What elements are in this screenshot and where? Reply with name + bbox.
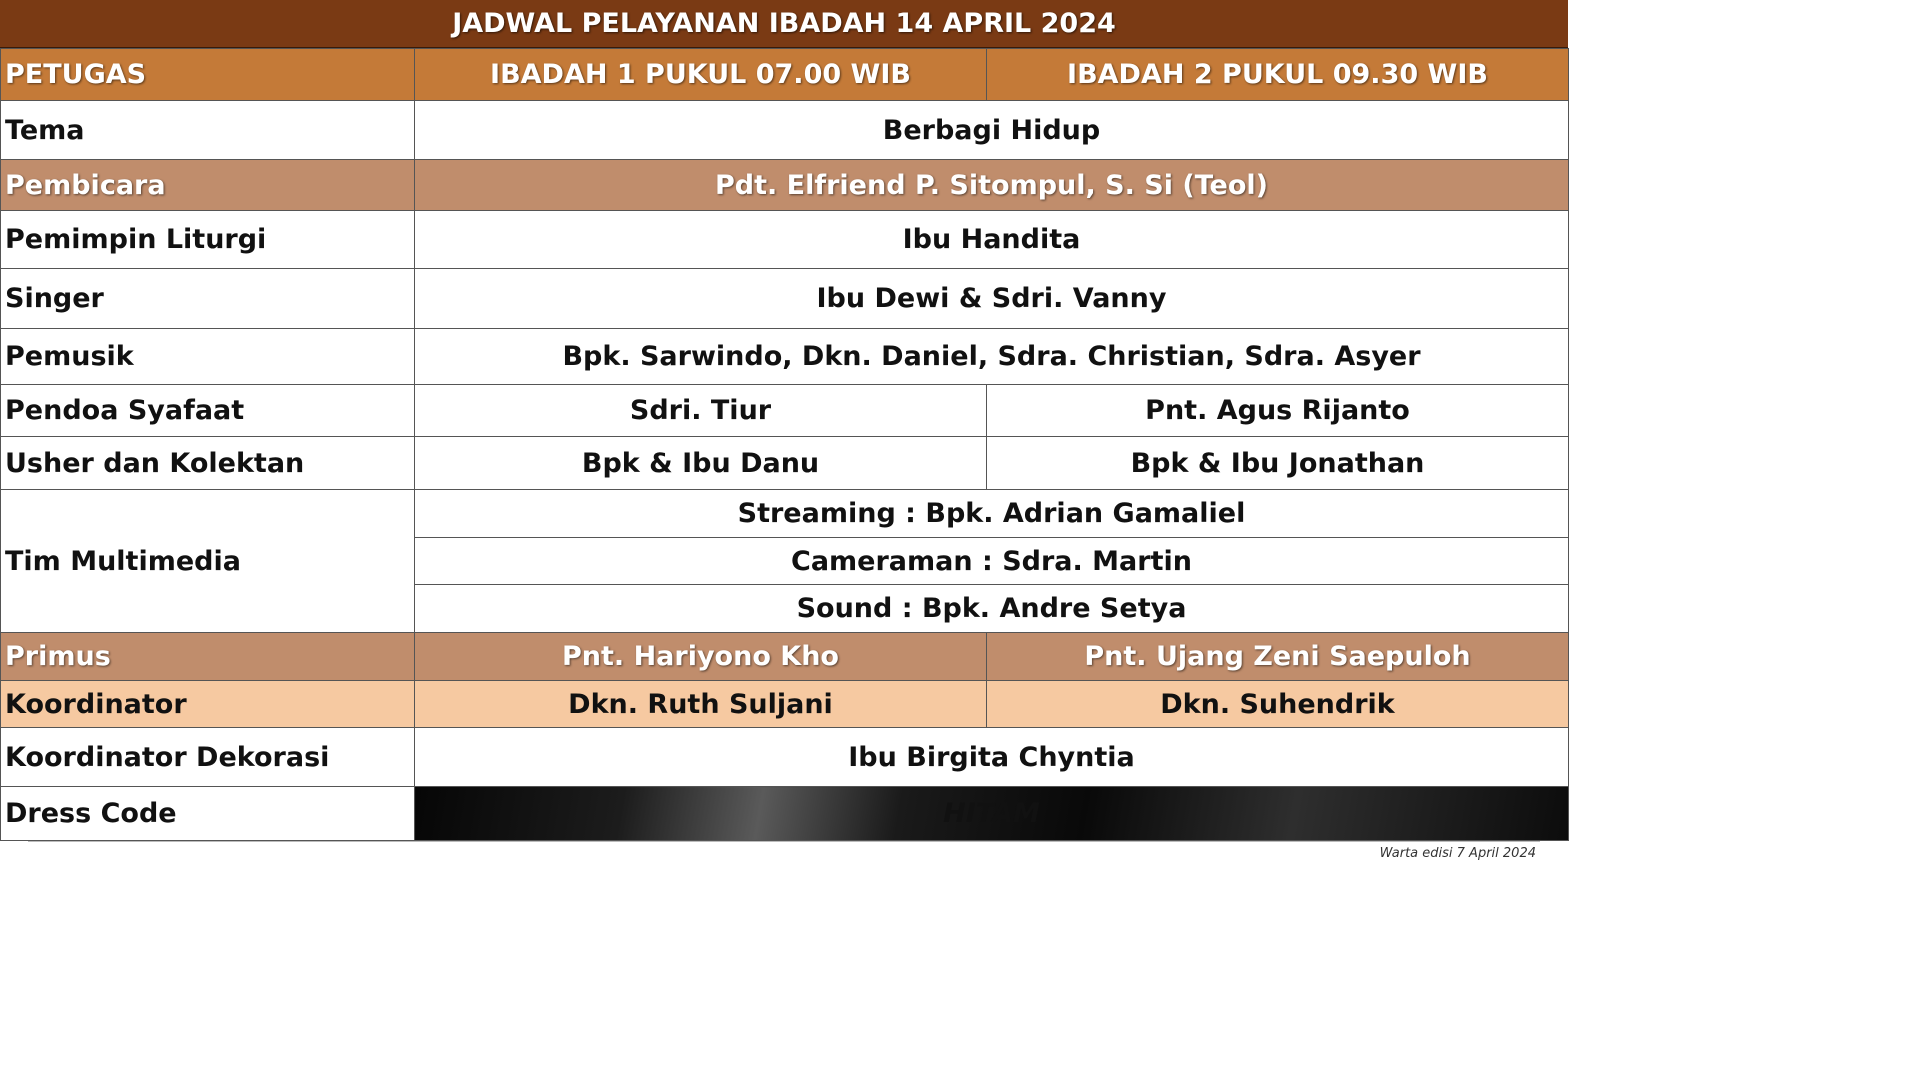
edition-note: Warta edisi 7 April 2024 bbox=[1379, 846, 1536, 861]
multimedia-cameraman: Cameraman : Sdra. Martin bbox=[415, 538, 1569, 585]
row-koordinator bbox=[1, 681, 1569, 728]
row-label: Singer bbox=[1, 269, 415, 329]
row-value-service-2: Dkn. Suhendrik bbox=[987, 681, 1569, 728]
table-header-row bbox=[1, 49, 1569, 101]
row-pemusik bbox=[1, 329, 1569, 385]
row-multimedia-streaming bbox=[1, 490, 1569, 538]
schedule-table bbox=[0, 48, 1569, 841]
row-value: Ibu Handita bbox=[415, 211, 1569, 269]
row-label: Dress Code bbox=[1, 787, 415, 841]
row-value-service-1: Pnt. Hariyono Kho bbox=[415, 633, 987, 681]
row-value-service-1: Dkn. Ruth Suljani bbox=[415, 681, 987, 728]
row-label: Koordinator Dekorasi bbox=[1, 728, 415, 787]
row-tema bbox=[1, 101, 1569, 160]
row-value-service-1: Sdri. Tiur bbox=[415, 385, 987, 437]
dress-code-value: HITAM bbox=[415, 787, 1569, 841]
row-primus bbox=[1, 633, 1569, 681]
row-pendoa-syafaat bbox=[1, 385, 1569, 437]
row-value: Pdt. Elfriend P. Sitompul, S. Si (Teol) bbox=[415, 160, 1569, 211]
row-label: Koordinator bbox=[1, 681, 415, 728]
multimedia-sound: Sound : Bpk. Andre Setya bbox=[415, 585, 1569, 633]
row-label: Tim Multimedia bbox=[1, 490, 415, 633]
row-value-service-2: Pnt. Ujang Zeni Saepuloh bbox=[987, 633, 1569, 681]
header-service-1: IBADAH 1 PUKUL 07.00 WIB bbox=[415, 49, 987, 101]
page-title: JADWAL PELAYANAN IBADAH 14 APRIL 2024 bbox=[0, 0, 1568, 48]
row-label: Pembicara bbox=[1, 160, 415, 211]
row-label: Primus bbox=[1, 633, 415, 681]
row-value-service-1: Bpk & Ibu Danu bbox=[415, 437, 987, 490]
row-value-service-2: Pnt. Agus Rijanto bbox=[987, 385, 1569, 437]
row-pemimpin-liturgi bbox=[1, 211, 1569, 269]
row-pembicara bbox=[1, 160, 1569, 211]
row-label: Pemusik bbox=[1, 329, 415, 385]
row-value: Berbagi Hidup bbox=[415, 101, 1569, 160]
row-label: Tema bbox=[1, 101, 415, 160]
row-label: Usher dan Kolektan bbox=[1, 437, 415, 490]
row-dress-code bbox=[1, 787, 1569, 841]
row-value: Ibu Birgita Chyntia bbox=[415, 728, 1569, 787]
row-usher-kolektan bbox=[1, 437, 1569, 490]
footer-divider bbox=[28, 841, 1540, 842]
row-value: Bpk. Sarwindo, Dkn. Daniel, Sdra. Christian, Sdra. Asyer bbox=[415, 329, 1569, 385]
row-singer bbox=[1, 269, 1569, 329]
row-value: Ibu Dewi & Sdri. Vanny bbox=[415, 269, 1569, 329]
row-value-service-2: Bpk & Ibu Jonathan bbox=[987, 437, 1569, 490]
row-label: Pendoa Syafaat bbox=[1, 385, 415, 437]
row-label: Pemimpin Liturgi bbox=[1, 211, 415, 269]
header-service-2: IBADAH 2 PUKUL 09.30 WIB bbox=[987, 49, 1569, 101]
header-petugas: PETUGAS bbox=[1, 49, 415, 101]
row-koordinator-dekorasi bbox=[1, 728, 1569, 787]
multimedia-streaming: Streaming : Bpk. Adrian Gamaliel bbox=[415, 490, 1569, 538]
